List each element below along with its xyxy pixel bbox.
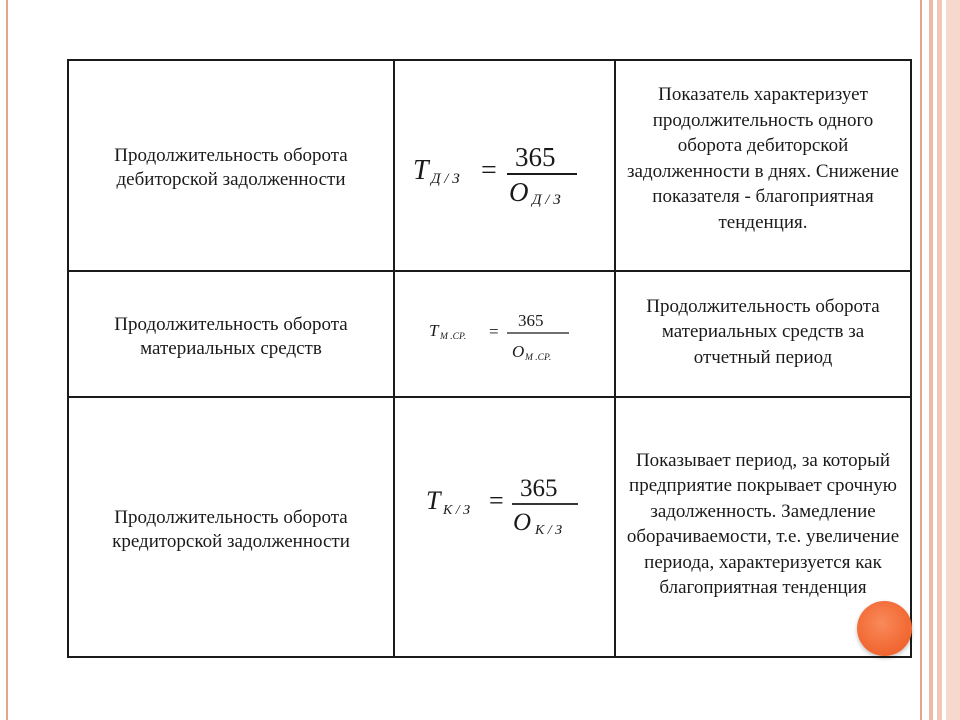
table-row: [68, 60, 911, 271]
formula-cell: [394, 271, 615, 397]
table-row: [68, 271, 911, 397]
formula-lhs-sub: М .СР.: [440, 332, 467, 342]
indicator-name-cell: [68, 60, 394, 271]
indicator-name: Продолжительность оборота дебиторской задолженности: [114, 144, 348, 190]
indicator-name-cell: [68, 397, 394, 657]
indicator-name-cell: [68, 271, 394, 397]
formula-numerator: 365: [515, 142, 556, 172]
decorative-frame-line: [937, 0, 942, 720]
formula-lhs-sub: К / З: [443, 503, 471, 518]
decorative-frame-line: [6, 0, 8, 720]
formula-cell: [394, 397, 615, 657]
decorative-frame-line: [920, 0, 922, 720]
formula-lhs: Т: [429, 321, 439, 340]
indicators-table: [67, 59, 912, 658]
table-row: [68, 397, 911, 657]
description-cell: [615, 60, 911, 271]
formula-receivables: [395, 62, 616, 269]
indicator-name: Продолжительность оборота кредиторской задолженности: [112, 507, 350, 552]
formula-denominator: О: [512, 342, 525, 361]
formula-numerator: 365: [520, 475, 558, 502]
formula-lhs: Т: [413, 155, 429, 186]
formula-lhs-sub: Д / З: [431, 171, 460, 187]
indicator-description: Продолжительность оборота материальных средств за отчетный период: [646, 295, 880, 368]
formula-numerator: 365: [518, 311, 544, 330]
indicator-description: Показатель характеризует продолжительность одного оборота дебиторской задолженности в днях. Снижение показателя - благоприятная тенденция.: [627, 84, 899, 233]
formula-denominator-sub: Д / З: [532, 192, 561, 208]
orange-circle-badge: [857, 601, 912, 656]
formula-denominator-sub: К / З: [535, 523, 563, 538]
formula-denominator: О: [509, 177, 529, 207]
formula-cell: [394, 60, 615, 271]
formula-materials: [395, 273, 616, 395]
formula-equals: =: [489, 322, 499, 341]
formula-equals: =: [489, 486, 504, 515]
indicator-description: Показывает период, за который предприятие покрывает срочную задолженность. Замедление оборачиваемости, т.е. увеличение периода, характеризуется как благоприятная тенденция: [626, 449, 900, 598]
formula-denominator: О: [513, 509, 532, 536]
indicator-name: Продолжительность оборота материальных средств: [114, 314, 348, 359]
description-cell: [615, 271, 911, 397]
formula-lhs: Т: [426, 486, 441, 515]
formula-payables: [395, 399, 616, 655]
decorative-frame-line: [929, 0, 933, 720]
decorative-frame-line: [946, 0, 960, 720]
formula-equals: =: [481, 155, 497, 186]
formula-denominator-sub: М .СР.: [525, 353, 552, 363]
